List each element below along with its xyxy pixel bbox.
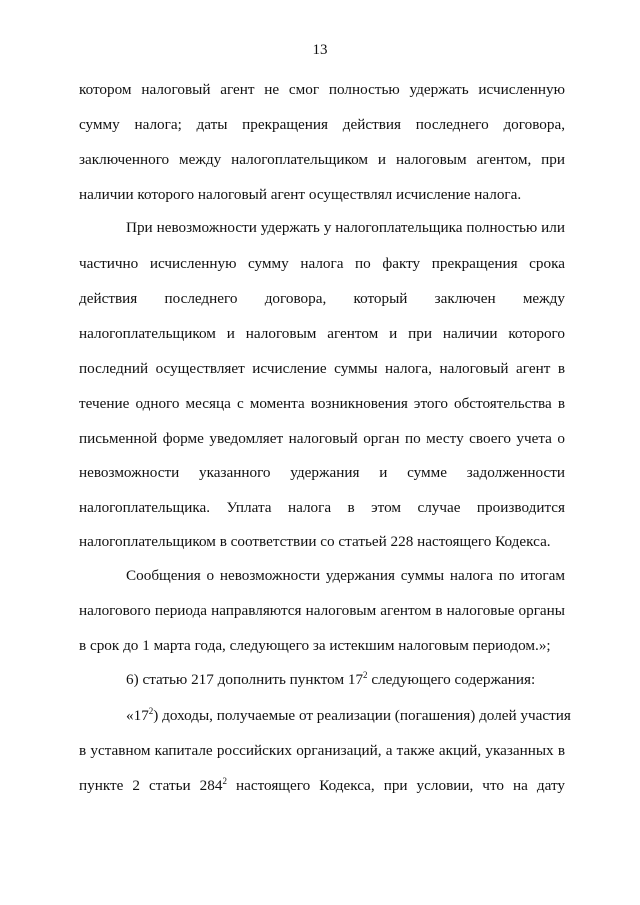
- text-line: наличии которого налоговый агент осуществлял исчисление налога.: [79, 186, 522, 203]
- superscript: 2: [148, 706, 154, 716]
- text-line: действия последнего договора, который заключен между: [79, 290, 565, 307]
- text-line: невозможности указанного удержания и сумме задолженности: [79, 464, 565, 481]
- text-line: [126, 706, 571, 726]
- text-line: письменной форме уведомляет налоговый орган по месту своего учета о: [79, 430, 565, 447]
- text-line: частично исчисленную сумму налога по факту прекращения срока: [79, 255, 565, 272]
- text-fragment: следующего содержания:: [367, 671, 536, 688]
- text-line: Сообщения о невозможности удержания суммы налога по итогам: [126, 567, 565, 584]
- text-fragment: ) доходы, получаемые от реализации (погашения) долей участия: [153, 707, 571, 724]
- text-line: сумму налога; даты прекращения действия последнего договора,: [79, 116, 565, 133]
- text-line: налогоплательщика. Уплата налога в этом случае производится: [79, 499, 565, 516]
- text-line: налогоплательщиком в соответствии со статьей 228 настоящего Кодекса.: [79, 533, 551, 550]
- superscript: 2: [222, 776, 227, 786]
- text-line: в уставном капитале российских организаций, а также акций, указанных в: [79, 742, 565, 759]
- text-line: последний осуществляет исчисление суммы налога, налоговый агент в: [79, 360, 565, 377]
- text-fragment: 6) статью 217 дополнить пунктом 17: [126, 671, 364, 688]
- text-line: [79, 776, 565, 796]
- page-number: 13: [312, 42, 328, 58]
- text-fragment: настоящего Кодекса, при условии, что на дату: [226, 777, 565, 794]
- text-line: При невозможности удержать у налогоплательщика полностью или: [126, 219, 565, 236]
- text-fragment: пункте 2 статьи 284: [79, 777, 223, 794]
- text-line: [126, 670, 565, 690]
- text-line: котором налоговый агент не смог полностью удержать исчисленную: [79, 81, 565, 98]
- text-line: заключенного между налогоплательщиком и налоговым агентом, при: [79, 151, 565, 168]
- text-line: течение одного месяца с момента возникновения этого обстоятельства в: [79, 395, 565, 412]
- text-line: налогоплательщиком и налоговым агентом и при наличии которого: [79, 325, 565, 342]
- text-line: в срок до 1 марта года, следующего за истекшим налоговым периодом.»;: [79, 637, 551, 654]
- text-line: налогового периода направляются налоговым агентом в налоговые органы: [79, 602, 565, 619]
- text-fragment: «17: [126, 707, 149, 724]
- superscript: 2: [363, 670, 368, 680]
